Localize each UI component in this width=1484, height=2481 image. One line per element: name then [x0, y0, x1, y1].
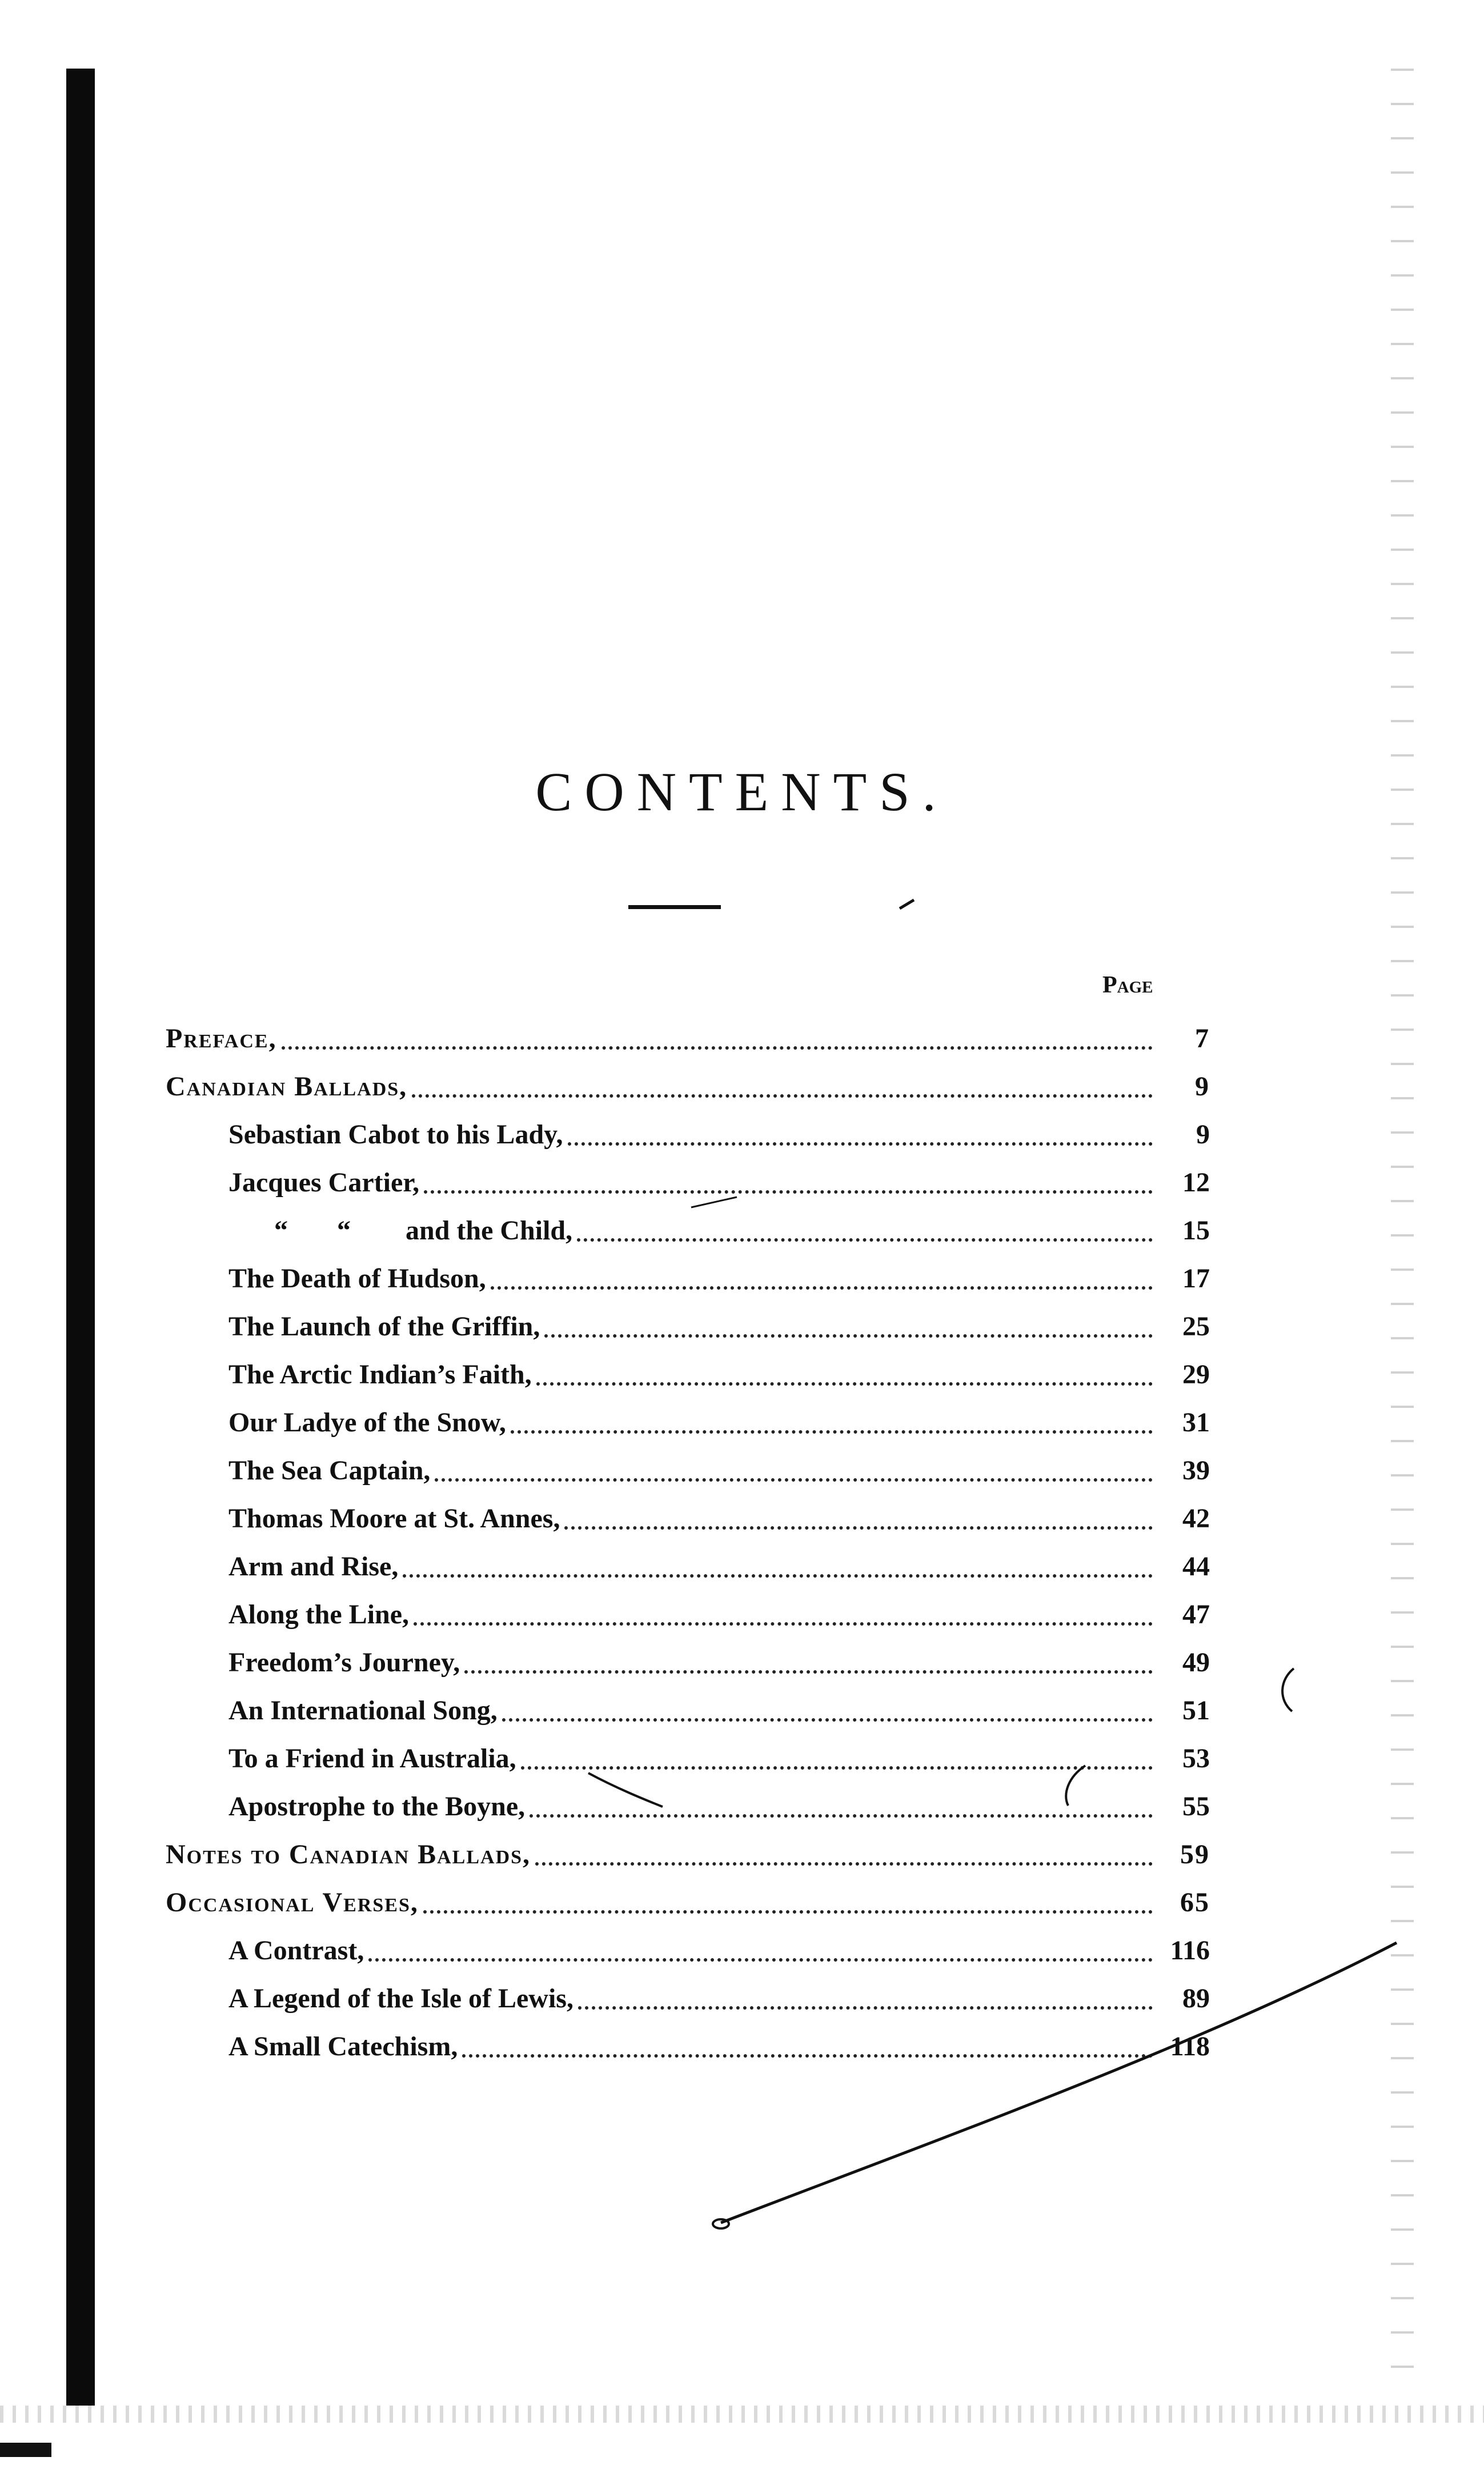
- toc-entry-page: 25: [1182, 1311, 1210, 1342]
- toc-entry-title: Jacques Cartier,: [228, 1167, 420, 1198]
- toc-entry-page: 47: [1182, 1599, 1210, 1630]
- toc-entry-page: 12: [1182, 1167, 1210, 1198]
- ditto-mark: “: [337, 1215, 351, 1246]
- toc-entry-label: and the Child,: [406, 1215, 573, 1246]
- toc-entry-title: The Death of Hudson,: [228, 1263, 486, 1294]
- toc-entry-page: 116: [1170, 1935, 1210, 1966]
- toc-entry-title: Thomas Moore at St. Annes,: [228, 1503, 560, 1534]
- toc-entry-page: 59: [1180, 1839, 1210, 1870]
- toc-entry-page: 7: [1195, 1023, 1210, 1054]
- toc-entry-page: 15: [1182, 1215, 1210, 1246]
- toc-entry-page: 89: [1182, 1983, 1210, 2014]
- toc-entry-page: 39: [1182, 1455, 1210, 1486]
- toc-entry-page: 65: [1180, 1887, 1210, 1918]
- toc-entry-title: Notes to Canadian Ballads,: [166, 1839, 531, 1870]
- page-column-header: Page: [1102, 972, 1153, 998]
- toc-entry-page: 55: [1182, 1791, 1210, 1822]
- toc-entry-title: Along the Line,: [228, 1599, 410, 1630]
- toc-entry-title: A Contrast,: [228, 1935, 364, 1966]
- toc-entry-title: Arm and Rise,: [228, 1551, 399, 1582]
- toc-entry-page: 9: [1195, 1071, 1210, 1102]
- toc-entry-page: 29: [1182, 1359, 1210, 1390]
- toc-entry-page: 118: [1170, 2031, 1210, 2062]
- toc-entry-title: Canadian Ballads,: [166, 1071, 408, 1102]
- toc-entry-title: Preface,: [166, 1023, 277, 1054]
- toc-entry-title: Freedom’s Journey,: [228, 1647, 460, 1678]
- toc-entry-title: Apostrophe to the Boyne,: [228, 1791, 526, 1822]
- toc-entry-page: 31: [1182, 1407, 1210, 1438]
- toc-entry-page: 42: [1182, 1503, 1210, 1534]
- toc-entry-title: The Sea Captain,: [228, 1455, 431, 1486]
- toc-entry-page: 49: [1182, 1647, 1210, 1678]
- toc-entry-title: The Arctic Indian’s Faith,: [228, 1359, 532, 1390]
- toc-entry-title: A Legend of the Isle of Lewis,: [228, 1983, 573, 2014]
- toc-entry-page: 51: [1182, 1695, 1210, 1726]
- toc-entry-page: 17: [1182, 1263, 1210, 1294]
- toc-entry-page: 53: [1182, 1743, 1210, 1774]
- toc-entry-title: Sebastian Cabot to his Lady,: [228, 1119, 563, 1150]
- toc-entry-title: A Small Catechism,: [228, 2031, 458, 2062]
- page-title: CONTENTS.: [535, 761, 949, 822]
- toc-entry-title: The Launch of the Griffin,: [228, 1311, 540, 1342]
- toc-entry-title: To a Friend in Australia,: [228, 1743, 516, 1774]
- toc-entry-page: 44: [1182, 1551, 1210, 1582]
- toc-entry-title: Our Ladye of the Snow,: [228, 1407, 506, 1438]
- toc-entry-title: An International Song,: [228, 1695, 498, 1726]
- toc-entry-title: Occasional Verses,: [166, 1887, 419, 1918]
- toc-entry-page: 9: [1196, 1119, 1210, 1150]
- ditto-mark: “: [274, 1215, 288, 1246]
